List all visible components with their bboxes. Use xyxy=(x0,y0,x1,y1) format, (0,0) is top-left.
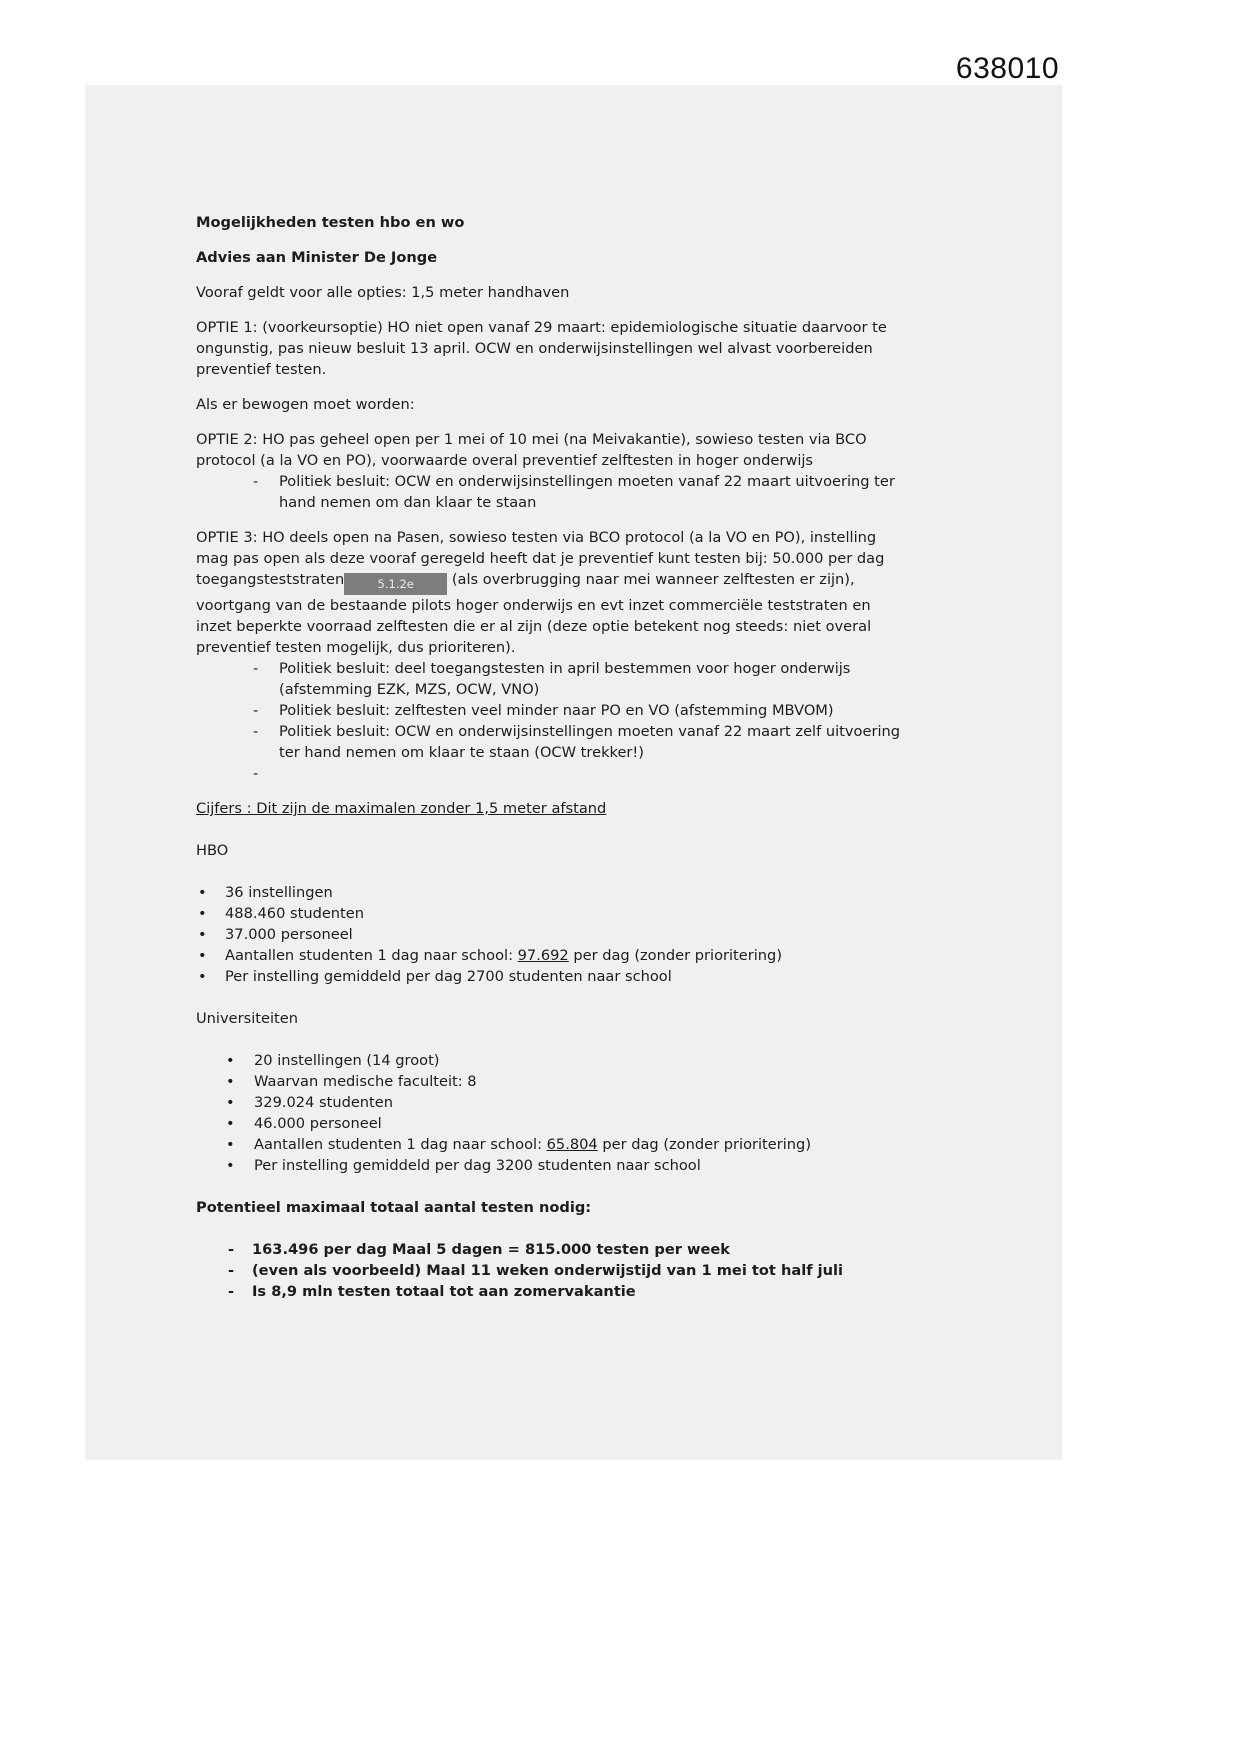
list-item-text: 163.496 per dag Maal 5 dagen = 815.000 testen per week xyxy=(252,1241,731,1258)
list-item xyxy=(196,1260,904,1281)
list-item xyxy=(196,882,904,903)
list-item-empty xyxy=(196,763,904,784)
bullet-marker: • xyxy=(198,926,207,943)
page-content xyxy=(196,212,904,1302)
dash-marker: - xyxy=(253,660,259,677)
dash-marker: - xyxy=(228,1283,235,1300)
bullet-marker: • xyxy=(226,1115,235,1132)
universiteiten-heading: Universiteiten xyxy=(196,1010,298,1027)
list-item-text: 329.024 studenten xyxy=(254,1094,394,1111)
bullet-marker: • xyxy=(226,1136,235,1153)
list-item xyxy=(196,1113,904,1134)
aantallen-prefix: Aantallen studenten 1 dag naar school: xyxy=(254,1136,547,1153)
list-item xyxy=(196,1239,904,1260)
aantallen-value: 65.804 xyxy=(546,1136,598,1153)
bullet-marker: • xyxy=(198,947,207,964)
document-number: 638010 xyxy=(955,52,1059,85)
optie-2-paragraph: OPTIE 2: HO pas geheel open per 1 mei of 10 mei (na Meivakantie), sowieso testen via BCO protocol (a la VO en PO), voorwaarde overal preventief zelftesten in hoger onderwijs xyxy=(196,431,867,469)
bullet-marker: • xyxy=(226,1052,235,1069)
hbo-bullets xyxy=(196,882,904,987)
optie-1-paragraph: OPTIE 1: (voorkeursoptie) HO niet open vanaf 29 maart: epidemiologische situatie daarvoor te ongunstig, pas nieuw besluit 13 april. OCW en onderwijsinstellingen wel alvast voorbereiden preventief testen. xyxy=(196,319,887,378)
aantallen-suffix: per dag (zonder prioritering) xyxy=(597,1136,812,1153)
dash-marker: - xyxy=(253,723,259,740)
list-item-text xyxy=(225,945,904,966)
list-item-text: 37.000 personeel xyxy=(225,926,353,943)
dash-marker: - xyxy=(253,702,259,719)
list-item-text xyxy=(254,1134,904,1155)
list-item-text: 488.460 studenten xyxy=(225,905,365,922)
dash-marker: - xyxy=(253,473,259,490)
potentieel-heading: Potentieel maximaal totaal aantal testen nodig: xyxy=(196,1199,592,1216)
list-item xyxy=(196,966,904,987)
list-item xyxy=(196,1134,904,1155)
list-item xyxy=(196,1071,904,1092)
aantallen-value: 97.692 xyxy=(517,947,569,964)
list-item-text: Per instelling gemiddeld per dag 3200 studenten naar school xyxy=(254,1157,701,1174)
bullet-marker: • xyxy=(198,884,207,901)
list-item-text: Politiek besluit: OCW en onderwijsinstellingen moeten vanaf 22 maart zelf uitvoering ter hand nemen om klaar te staan (OCW trekker!) xyxy=(279,723,901,761)
bullet-marker: • xyxy=(226,1157,235,1174)
list-item-text: Politiek besluit: deel toegangstesten in april bestemmen voor hoger onderwijs (afstemming EZK, MZS, OCW, VNO) xyxy=(279,660,851,698)
aantallen-suffix: per dag (zonder prioritering) xyxy=(568,947,783,964)
list-item xyxy=(196,924,904,945)
list-item xyxy=(196,658,904,700)
cijfers-heading: Cijfers : Dit zijn de maximalen zonder 1,5 meter afstand xyxy=(196,800,607,817)
list-item xyxy=(196,471,904,513)
list-item-text: Politiek besluit: OCW en onderwijsinstellingen moeten vanaf 22 maart uitvoering ter hand nemen om dan klaar te staan xyxy=(279,473,895,511)
doc-title: Mogelijkheden testen hbo en wo xyxy=(196,214,465,231)
list-item-text xyxy=(279,763,904,784)
scanned-page xyxy=(85,85,1062,1460)
dash-marker: - xyxy=(228,1241,235,1258)
list-item-text: 36 instellingen xyxy=(225,884,333,901)
list-item xyxy=(196,903,904,924)
list-item-text: Per instelling gemiddeld per dag 2700 studenten naar school xyxy=(225,968,672,985)
bullet-marker: • xyxy=(226,1073,235,1090)
optie-2-bullets xyxy=(196,471,904,513)
bullet-marker: • xyxy=(198,905,207,922)
list-item xyxy=(196,1155,904,1176)
list-item-text: (even als voorbeeld) Maal 11 weken onderwijstijd van 1 mei tot half juli xyxy=(252,1262,844,1279)
potentieel-bullets xyxy=(196,1239,904,1302)
optie-3-text-after: (als overbrugging naar mei wanneer zelftesten er zijn), voortgang van de bestaande pilots hoger onderwijs en evt inzet commerciële teststraten en inzet beperkte voorraad zelftesten die er al zijn (deze optie betekent nog steeds: niet overal preventief testen mogelijk, dus prioriteren). xyxy=(196,571,872,656)
aantallen-prefix: Aantallen studenten 1 dag naar school: xyxy=(225,947,518,964)
dash-marker: - xyxy=(253,765,259,782)
list-item xyxy=(196,700,904,721)
hbo-heading: HBO xyxy=(196,842,229,859)
pivot-paragraph: Als er bewogen moet worden: xyxy=(196,396,415,413)
list-item xyxy=(196,945,904,966)
list-item xyxy=(196,1050,904,1071)
bullet-marker: • xyxy=(198,968,207,985)
universiteiten-bullets xyxy=(196,1050,904,1176)
bullet-marker: • xyxy=(226,1094,235,1111)
redaction-block: 5.1.2e xyxy=(344,573,447,595)
list-item-text: Is 8,9 mln testen totaal tot aan zomervakantie xyxy=(252,1283,636,1300)
list-item xyxy=(196,1281,904,1302)
list-item-text: Politiek besluit: zelftesten veel minder naar PO en VO (afstemming MBVOM) xyxy=(279,702,834,719)
optie-3-text-before: OPTIE 3: HO deels open na Pasen, sowieso testen via BCO protocol (a la VO en PO), instelling mag pas open als deze vooraf geregeld heeft dat je preventief kunt testen bij: 50.000 per dag toegangsteststraten xyxy=(196,529,885,588)
list-item-text: 46.000 personeel xyxy=(254,1115,382,1132)
list-item xyxy=(196,721,904,763)
optie-3-bullets xyxy=(196,658,904,784)
list-item xyxy=(196,1092,904,1113)
dash-marker: - xyxy=(228,1262,235,1279)
intro-paragraph: Vooraf geldt voor alle opties: 1,5 meter handhaven xyxy=(196,284,570,301)
doc-subtitle: Advies aan Minister De Jonge xyxy=(196,249,438,266)
list-item-text: Waarvan medische faculteit: 8 xyxy=(254,1073,477,1090)
list-item-text: 20 instellingen (14 groot) xyxy=(254,1052,440,1069)
optie-3-paragraph xyxy=(196,527,904,658)
